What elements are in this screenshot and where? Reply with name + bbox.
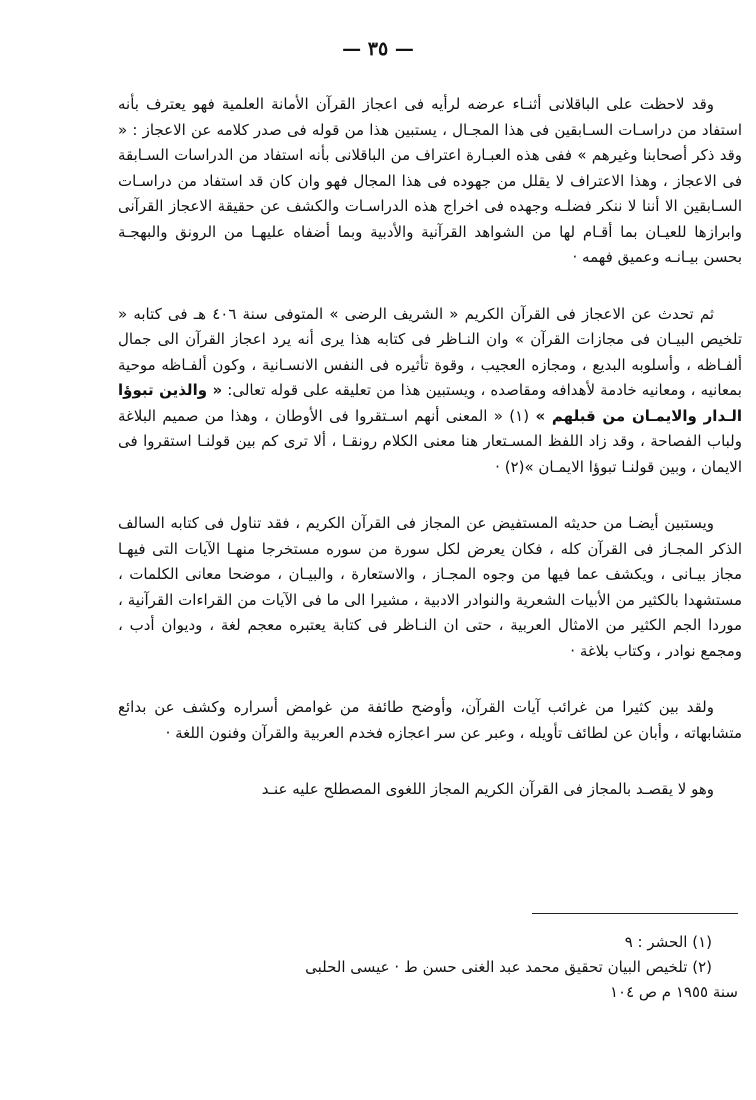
- paragraph-sharif-radi: [118, 302, 742, 481]
- paragraph-majaz: ويستبين أيضـا من حديثه المستفيض عن المجاز فى القرآن الكريم ، فقد تناول فى كتابه السالف الذكر المجـاز فى القرآن كله ، فكان يعرض لكل سورة من سوره مستخرجا منهـا الآيات التى فيهـا مجاز بيـانى ، ويكشف عما فيها من وجوه المجـاز ، والاستعارة ، والبيـان ، موضحا معانى الكلمات ، مستشهدا بالكثير من الأبيات الشعرية والنوادر الادبية ، مشيرا الى ما فى الآيات من القراءات القرآنية ، موردا الجم الكثير من الامثال العربية ، حتى ان النـاظر فى كتابة يعتبره معجم لغة ، وديوان أدب ، ومجمع نوادر ، وكتاب بلاغة ·: [118, 514, 742, 660]
- paragraph-text: ثم تحدث عن الاعجاز فى القرآن الكريم « الشريف الرضى » المتوفى سنة ٤٠٦ هـ فى كتابه « تلخيص البيـان فى مجازات القرآن » وان النـاظر فى كتابه هذا يرى أنه يرد اعجاز القرآن الى جمال ألفـاظه ، وأسلوبه البديع ، ومجازه العجيب ، وقوة تأثيره فى النفس الانسـانية ، وكون ألفـاظه موحية بمعانيه ، ومعانيه خادمة لأهدافه ومقاصده ، ويستبين هذا من تعليقه على قوله تعالى:: [118, 304, 742, 399]
- footnote-2: (٢) تلخيص البيان تحقيق محمد عبد الغنى حسن ط · عيسى الحلبى: [305, 958, 712, 976]
- footnote-2-continuation: سنة ١٩٥٥ م ص ١٠٤: [609, 983, 738, 1001]
- footnote-1: (١) الحشر : ٩: [624, 933, 712, 951]
- quran-verse: « والذين تبوؤا الـدار والايمـان من قبلهم »: [118, 381, 743, 425]
- paragraph-baqillani: وقد لاحظت على الباقلانى أثنـاء عرضه لرأيه فى اعجاز القرآن الأمانة العلمية فهو يعترف بأنه استفاد من دراسـات السـابقين فى هذا المجـال ، يستبين هذا من قوله فى صدر كلامه عن الاعجاز : « وقد ذكر أصحابنا وغيرهم » ففى هذه العبـارة اعتراف من الباقلانى بأنه استفاد من الدراسات السـابقة فى الاعجاز ، وهذا الاعتراف لا يقلل من جهوده فى هذا المجال فهو وان كان قد استفاد من دراسـات السـابقين الا أننا لا ننكر فضلـه وجهده فى اخراج هذه الدراسـات والكشف عن حقيقة الاعجاز القرآنى وابرازها للعيـان بما أقـام لها من الشواهد القرآنية والأدبية وبما أضفاه عليهـا من الرونق والبهجـة بحسن بيـانـه وعميق فهمه ·: [118, 95, 742, 266]
- paragraph-text: (١) « المعنى أنهم اسـتقروا فى الأوطان ، وهذا من صميم البلاغة ولباب الفصاحة ، وقد زاد اللفظ المسـتعار هنا معنى الكلام رونقـا ، ألا ترى كم بين قولنـا استقروا فى الايمان ، وبين قولنـا تبوؤا الايمـان »(٢) ·: [118, 406, 742, 476]
- paragraph-gharaib: ولقد بين كثيرا من غرائب آيات القرآن، وأوضح طائفة من غوامض أسراره وكشف عن بدائع متشابهاته ، وأبان عن لطائف تأويله ، وعبر عن سر اعجازه فخدم العربية والقرآن وفنون اللغة ·: [118, 698, 742, 742]
- page-number: — ٣٥ —: [342, 38, 414, 60]
- footnotes: [118, 930, 738, 1005]
- body-text: [118, 92, 742, 834]
- paragraph-continuation: وهو لا يقصـد بالمجاز فى القرآن الكريم المجاز اللغوى المصطلح عليه عنـد: [261, 780, 714, 798]
- footnote-separator: [532, 913, 738, 914]
